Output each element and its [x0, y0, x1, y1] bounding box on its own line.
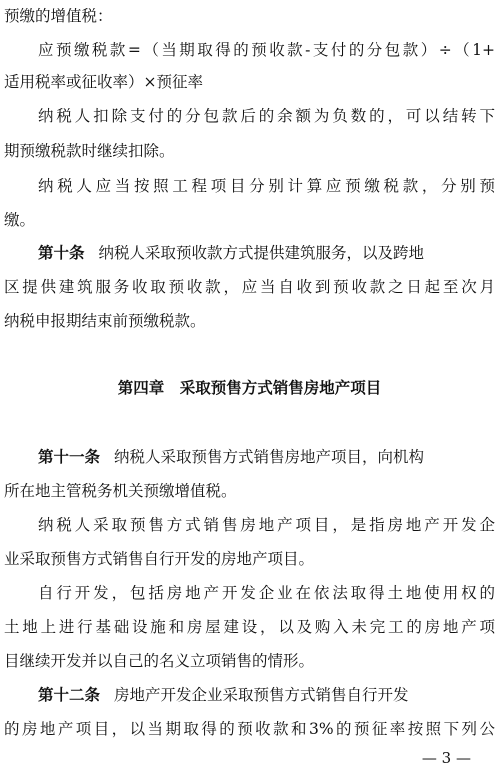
text-line: 土地上进行基础设施和房屋建设，以及购入未完工的房地产项: [4, 618, 495, 636]
text-line: 纳税人扣除支付的分包款后的余额为负数的，可以结转下: [38, 107, 495, 125]
chapter-heading: 第四章 采取预售方式销售房地产项目: [117, 378, 382, 397]
article-10-label: 第十条: [38, 243, 85, 262]
text-line: 业采取预售方式销售自行开发的房地产项目。: [4, 550, 315, 568]
text-line: 纳税申报期结束前预缴税款。: [4, 312, 206, 330]
text-line: 纳税人采取预售方式销售房地产项目，是指房地产开发企: [38, 516, 495, 534]
text-line: 目继续开发并以自己的名义立项销售的情形。: [4, 652, 315, 670]
text-line: 纳税人应当按照工程项目分别计算应预缴税款，分别预: [38, 177, 495, 195]
text-line: 缴。: [4, 211, 36, 229]
page-number: — 3 —: [421, 749, 471, 767]
text-line: 自行开发，包括房地产开发企业在依法取得土地使用权的: [38, 584, 495, 602]
text-line: 区提供建筑服务收取预收款，应当自收到预收款之日起至次月: [4, 278, 495, 296]
article-10: [0, 243, 499, 263]
text-line: 预缴的增值税：: [4, 7, 113, 25]
article-12-text: 房地产开发企业采取预售方式销售自行开发: [114, 686, 409, 704]
formula-line: 适用税率或征收率）×预征率: [4, 73, 203, 91]
article-11-text: 纳税人采取预售方式销售房地产项目，向机构: [114, 448, 425, 466]
article-11-label: 第十一条: [38, 447, 101, 466]
article-12: [0, 685, 499, 705]
formula-line: 应预缴税款=（当期取得的预收款-支付的分包款）÷（1+: [38, 41, 495, 59]
text-line: 所在地主管税务机关预缴增值税。: [4, 482, 237, 500]
text-line: 期预缴税款时继续扣除。: [4, 142, 175, 160]
article-11: [0, 447, 499, 467]
article-10-text: 纳税人采取预收款方式提供建筑服务，以及跨地: [98, 244, 425, 262]
article-12-label: 第十二条: [38, 685, 101, 704]
text-line: 的房地产项目，以当期取得的预收款和3%的预征率按照下列公: [4, 720, 495, 738]
